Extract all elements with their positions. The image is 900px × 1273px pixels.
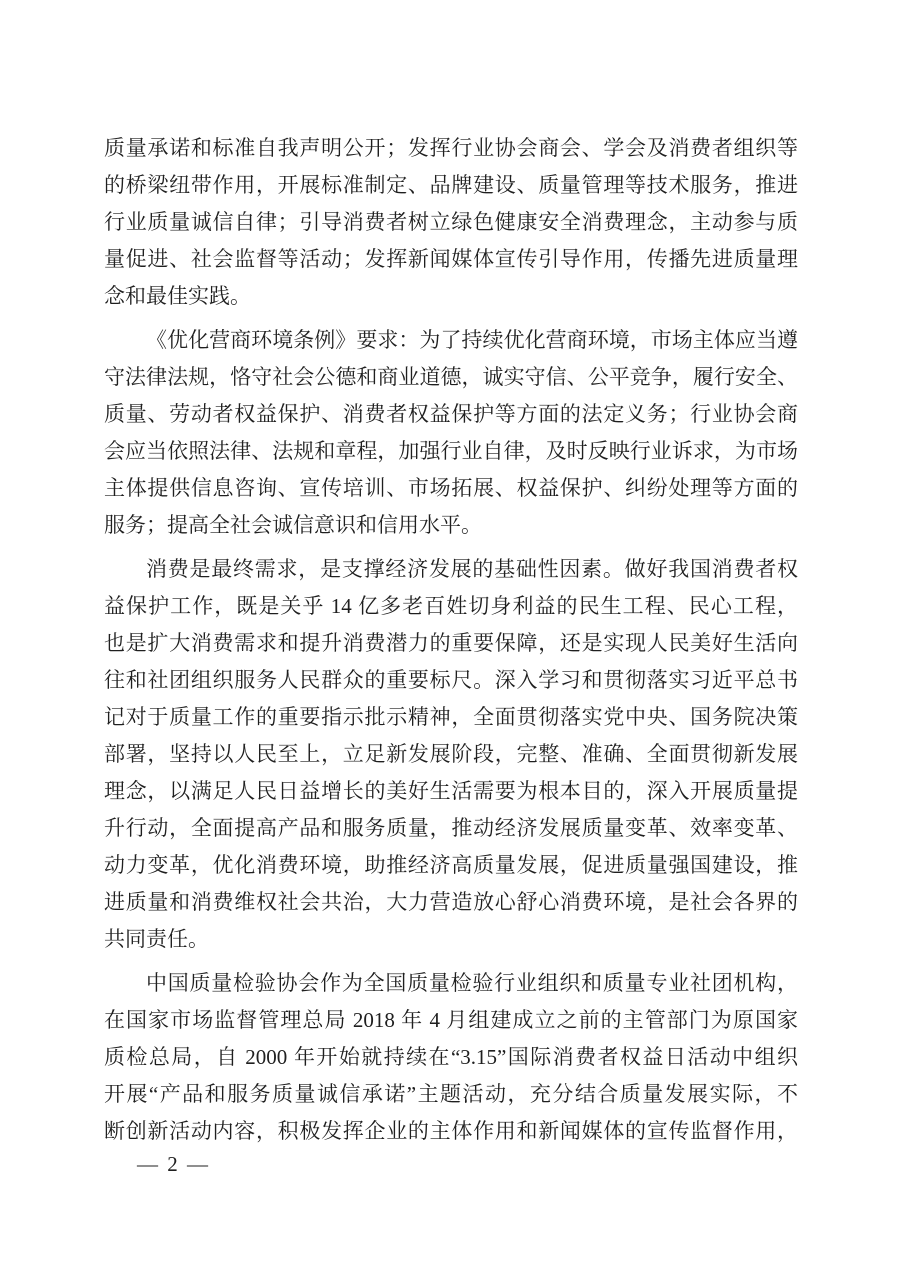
- text-line: 记对于质量工作的重要指示批示精神，全面贯彻落实党中央、国务院决策: [104, 705, 798, 729]
- text-line: 中国质量检验协会作为全国质量检验行业组织和质量专业社团机构，: [146, 971, 798, 995]
- text-line: 质量、劳动者权益保护、消费者权益保护等方面的法定义务；行业协会商: [104, 402, 798, 426]
- text-line: 断创新活动内容，积极发挥企业的主体作用和新闻媒体的宣传监督作用，: [104, 1119, 798, 1143]
- text-line: 理念，以满足人民日益增长的美好生活需要为根本目的，深入开展质量提: [104, 779, 798, 803]
- page-number: — 2 —: [137, 1152, 210, 1176]
- paragraph: [104, 551, 798, 958]
- text-line: 质检总局，自 2000 年开始就持续在“3.15”国际消费者权益日活动中组织: [104, 1045, 798, 1069]
- text-line: 动力变革，优化消费环境，助推经济高质量发展，促进质量强国建设，推: [104, 853, 798, 877]
- text-line: 服务；提高全社会诚信意识和信用水平。: [104, 513, 482, 537]
- paragraph: [104, 322, 798, 544]
- text-line: 益保护工作，既是关乎 14 亿多老百姓切身利益的民生工程、民心工程，: [104, 594, 798, 618]
- paragraph: [104, 965, 798, 1150]
- text-line: 也是扩大消费需求和提升消费潜力的重要保障，还是实现人民美好生活向: [104, 631, 798, 655]
- text-line: 开展“产品和服务质量诚信承诺”主题活动，充分结合质量发展实际，不: [104, 1082, 798, 1106]
- text-line: 消费是最终需求，是支撑经济发展的基础性因素。做好我国消费者权: [146, 557, 798, 581]
- text-line: 的桥梁纽带作用，开展标准制定、品牌建设、质量管理等技术服务，推进: [104, 173, 798, 197]
- document-body: [104, 130, 798, 1150]
- text-line: 升行动，全面提高产品和服务质量，推动经济发展质量变革、效率变革、: [104, 816, 798, 840]
- text-line: 主体提供信息咨询、宣传培训、市场拓展、权益保护、纠纷处理等方面的: [104, 476, 798, 500]
- text-line: 质量承诺和标准自我声明公开；发挥行业协会商会、学会及消费者组织等: [104, 136, 798, 160]
- text-line: 共同责任。: [104, 927, 209, 951]
- text-line: 念和最佳实践。: [104, 284, 251, 308]
- paragraph: [104, 130, 798, 315]
- text-line: 量促进、社会监督等活动；发挥新闻媒体宣传引导作用，传播先进质量理: [104, 247, 798, 271]
- text-line: 《优化营商环境条例》要求：为了持续优化营商环境，市场主体应当遵: [146, 328, 798, 352]
- text-line: 在国家市场监督管理总局 2018 年 4 月组建成立之前的主管部门为原国家: [104, 1008, 798, 1032]
- text-line: 会应当依照法律、法规和章程，加强行业自律，及时反映行业诉求，为市场: [104, 439, 798, 463]
- text-line: 守法律法规，恪守社会公德和商业道德，诚实守信、公平竞争，履行安全、: [104, 365, 798, 389]
- text-line: 部署，坚持以人民至上，立足新发展阶段，完整、准确、全面贯彻新发展: [104, 742, 798, 766]
- text-line: 进质量和消费维权社会共治，大力营造放心舒心消费环境，是社会各界的: [104, 890, 798, 914]
- text-line: 行业质量诚信自律；引导消费者树立绿色健康安全消费理念，主动参与质: [104, 210, 798, 234]
- text-line: 往和社团组织服务人民群众的重要标尺。深入学习和贯彻落实习近平总书: [104, 668, 798, 692]
